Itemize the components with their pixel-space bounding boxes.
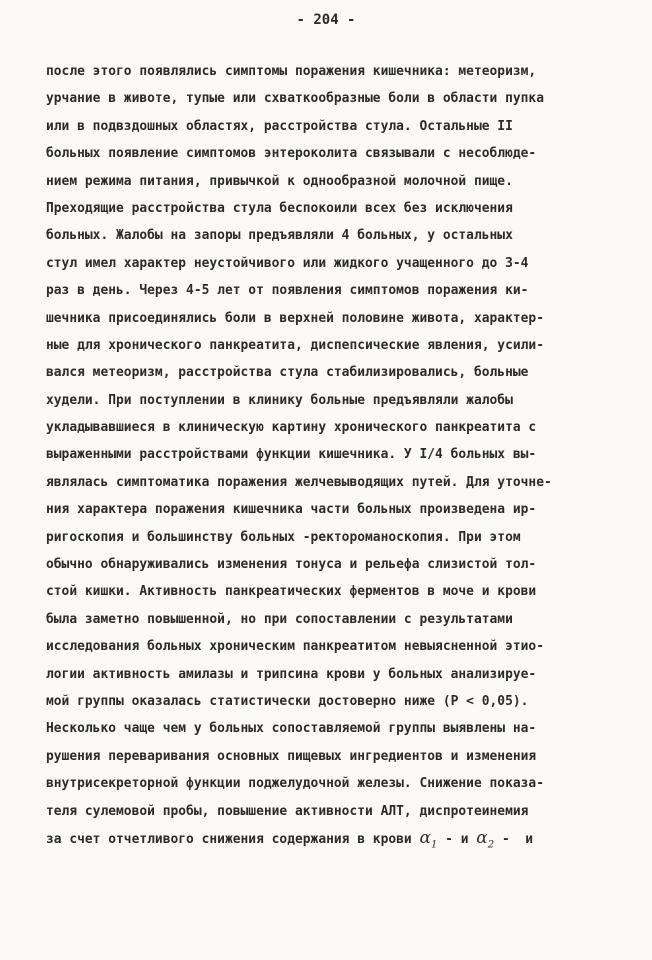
text-line: шечника присоединялись боли в верхней половине живота, характер- xyxy=(46,310,544,326)
text-line: раз в день. Через 4-5 лет от появления симптомов поражения ки- xyxy=(46,283,529,299)
text-line: рушения переваривания основных пищевых ингредиентов и изменения xyxy=(46,748,537,764)
alpha-2-symbol xyxy=(476,827,495,851)
body-text xyxy=(46,58,646,852)
text-line: исследования больных хроническим панкреатитом невыясненной этио- xyxy=(46,639,544,655)
text-line: вался метеоризм, расстройства стула стабилизировались, больные xyxy=(46,365,529,381)
page-number: - 204 - xyxy=(296,12,356,28)
text-line: больных появление симптомов энтероколита связывали с несоблюде- xyxy=(46,146,537,162)
text-line: выраженными расстройствами функции кишечника. У I/4 больных вы- xyxy=(46,447,537,463)
text-line: была заметно повышенной, но при сопоставлении с результатами xyxy=(46,611,513,627)
text-line: являлась симптоматика поражения желчевыводящих путей. Для уточне- xyxy=(46,474,552,490)
text-line: после этого появлялись симптомы поражения кишечника: метеоризм, xyxy=(46,64,537,79)
text-line: обычно обнаруживались изменения тонуса и рельефа слизистой тол- xyxy=(46,557,537,573)
alpha-2-subscript: 2 xyxy=(487,839,495,851)
text-line: больных. Жалобы на запоры предъявляли 4 больных, у остальных xyxy=(46,228,513,244)
text-line: нием режима питания, привычкой к однообразной молочной пище. xyxy=(46,173,513,189)
text-line: внутрисекреторной функции поджелудочной железы. Снижение показа- xyxy=(46,776,544,792)
text-line: стой кишки. Активность панкреатических ферментов в моче и крови xyxy=(46,584,537,600)
alpha-1-letter: α xyxy=(419,827,431,848)
text-line: или в подвздошных областях, расстройства стула. Остальные II xyxy=(46,118,513,134)
text-line-last xyxy=(46,825,646,852)
text-line: Преходящие расстройства стула беспокоили всех без исключения xyxy=(46,200,513,216)
text-line: Несколько чаще чем у больных сопоставляемой группы выявлены на- xyxy=(46,721,537,737)
last-line-text: за счет отчетливого снижения содержания в крови xyxy=(46,831,412,847)
text-line: ные для хронического панкреатита, диспепсические явления, усили- xyxy=(46,337,544,353)
text-line: худели. При поступлении в клинику больные предъявляли жалобы xyxy=(46,392,513,408)
text-line: логии активность амилазы и трипсина крови у больных анализируе- xyxy=(46,666,537,682)
text-line: ния характера поражения кишечника части больных произведена ир- xyxy=(46,502,537,518)
text-line: укладывавшиеся в клиническую картину хронического панкреатита с xyxy=(46,420,537,436)
alpha-2-letter: α xyxy=(476,827,488,848)
text-line: мой группы оказалась статистически достоверно ниже (Р < 0,05). xyxy=(46,693,529,709)
text-line: урчание в животе, тупые или схваткообразные боли в области пупка xyxy=(46,91,544,107)
alpha-1-subscript: 1 xyxy=(430,839,438,851)
text-line: ригоскопия и большинству больных -ректороманоскопия. При этом xyxy=(46,529,521,545)
text-line: теля сулемовой пробы, повышение активности АЛТ, диспротеинемия xyxy=(46,803,529,819)
last-line-sep-1: - и xyxy=(437,831,477,847)
alpha-1-symbol xyxy=(419,827,438,851)
text-line: стул имел характер неустойчивого или жидкого учащенного до 3-4 xyxy=(46,255,529,271)
last-line-sep-2: - и xyxy=(494,831,534,847)
